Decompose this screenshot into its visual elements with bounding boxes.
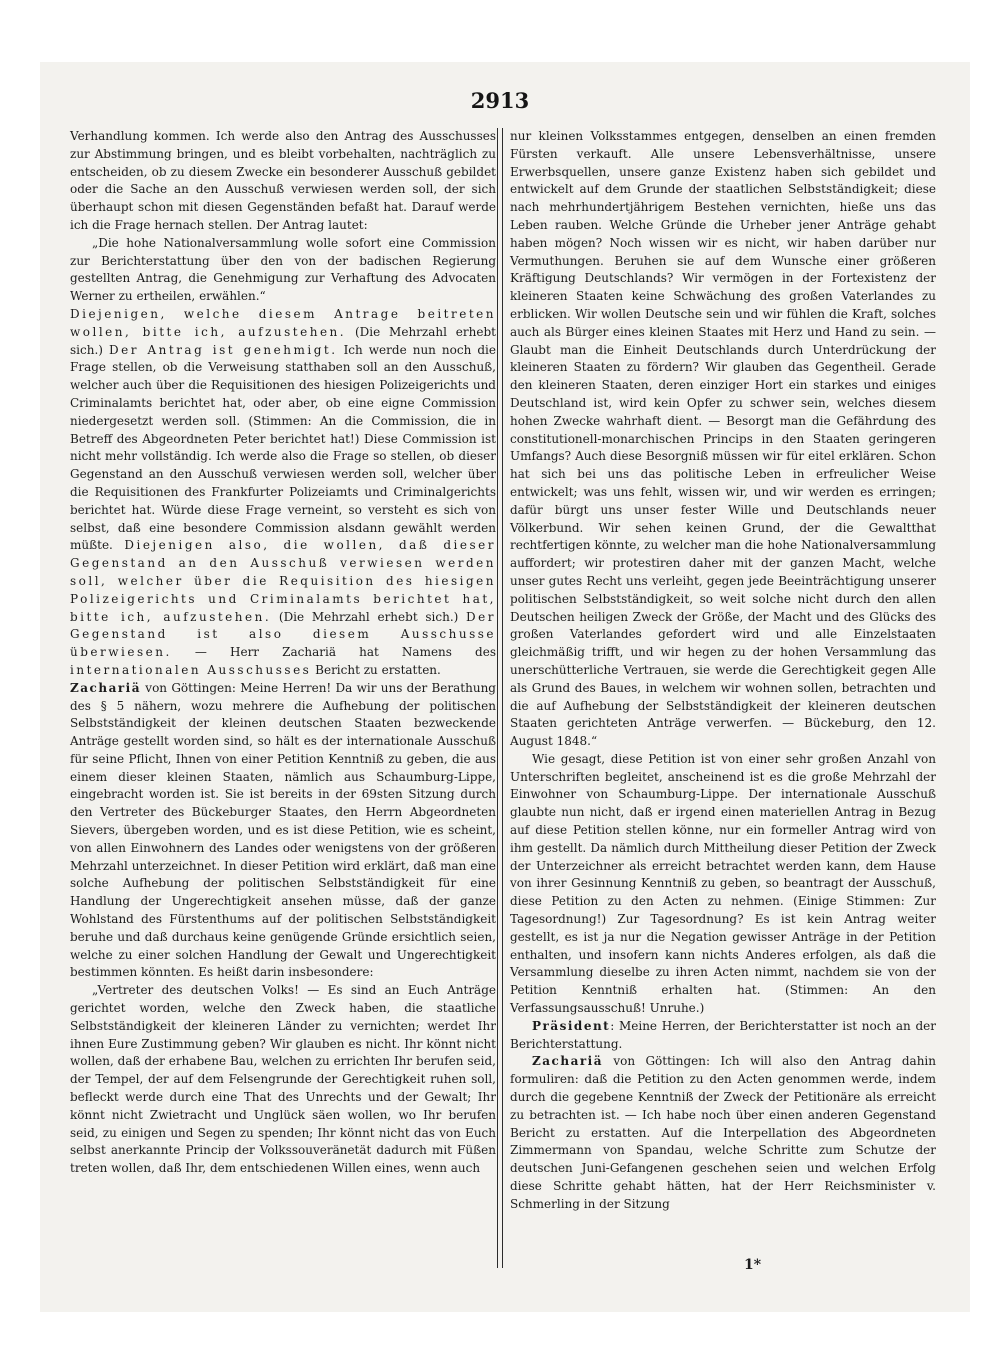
text: von Göttingen: Meine Herren! Da wir uns der Berathung des § 5 nähern, wozu mehrere die Aufhebung der politischen Selbstständigkeit der kleinen deutschen Staaten bezweckende Anträge gestellt worden sind, so hält es der internationale Ausschuß für seine Pflicht, Ihnen von einer Petition Kenntniß zu geben, die aus einem dieser kleinen Staaten, nämlich aus Schaumburg-Lippe, eingebracht worden ist. Sie ist bereits in der 69sten Sitzung durch den Vertreter des Bückeburger Staates, den Herrn Abgeordneten Sievers, übergeben worden, und es ist diese Petition, wie es scheint, von allen Einwohnern des Landes oder wenigstens von der größeren Mehrzahl unterzeichnet. In dieser Petition wird erklärt, daß man eine solche Aufhebung der politischen Selbstständigkeit für eine Handlung der Ungerechtigkeit ansehen müsse, daß der ganze Wohlstand des Fürstenthums auf der politischen Selbstständigkeit beruhe und daß durchaus keine genügende Gründe ersichtlich seien, welche zu einer solchen Handlung der Gewalt und Ungerechtigkeit bestimmen könnten. Es heißt darin insbesondere:: [70, 680, 496, 980]
paragraph: [510, 1018, 936, 1054]
paragraph: [70, 306, 496, 680]
spaced-text: internationalen Ausschusses: [70, 662, 312, 677]
left-column: [70, 128, 496, 1178]
spaced-text: Der Gegenstand ist also diesem Ausschusse überwiesen.: [70, 609, 497, 660]
text: (Die Mehrzahl erhebt sich.): [70, 324, 496, 357]
text: Bericht zu erstatten.: [311, 662, 441, 677]
text: (Die Mehrzahl erhebt sich.): [271, 609, 467, 624]
text: von Göttingen: Ich will also den Antrag dahin formuliren: daß die Petition zu den Acten genommen werde, indem durch die gegebene Kenntniß der Zweck der Petitionäre als erreicht zu betrachten ist. — Ich habe noch über einen anderen Gegenstand Bericht zu erstatten. Auf die Interpellation des Abgeordneten Zimmermann von Spandau, welche Schritte zum Schutze der deutschen Juni-Gefangenen geschehen seien und welchen Erfolg diese Schritte gehabt hätten, hat der Herr Reichsminister v. Schmerling in der Sitzung: [510, 1054, 936, 1211]
text: Ich werde nun noch die Frage stellen, ob die Verweisung statthaben soll an den Ausschuß, welcher auch über die Requisitionen des hiesigen Polizeigerichts und Criminalamts berichtet hat, oder aber, ob eine eigne Commission niedergesetzt werden soll. (Stimmen: An die Commission, die in Betreff des Abgeordneten Peter berichtet hat!) Diese Commission ist nicht mehr vollständig. Ich werde also die Frage so stellen, ob dieser Gegenstand an den Ausschuß verwiesen werden soll, welcher über die Requisitionen des Frankfurter Polizeiamts und Criminalgerichts berichtet hat. Würde diese Frage verneint, so versteht es sich von selbst, daß eine besondere Commission alsdann gewählt werden müßte.: [70, 342, 496, 553]
right-column: [510, 128, 936, 1214]
spaced-text: Der Antrag ist genehmigt.: [108, 342, 338, 357]
paragraph: Verhandlung kommen. Ich werde also den Antrag des Ausschusses zur Abstimmung bringen, und es bleibt vorbehalten, nachträglich zu entscheiden, ob zu diesem Zwecke ein besonderer Ausschuß gebildet oder die Sache an den Ausschuß verwiesen werden soll, der sich überhaupt schon mit diesen Gegenständen befaßt hat. Darauf werde ich die Frage hernach stellen. Der Antrag lautet:: [70, 129, 496, 232]
quoted-motion: „Die hohe Nationalversammlung wolle sofort eine Commission zur Berichterstattung über den von der badischen Regierung gestellten Antrag, die Genehmigung zur Verhaftung des Advocaten Werner zu ertheilen, erwählen.“: [70, 235, 496, 304]
spaced-text: Diejenigen also, die wollen, daß dieser Gegenstand an den Ausschuß verwiesen werden soll, welcher über die Requisition des hiesigen Polizeigerichts und Criminalamts berichtet hat, bitte ich, aufzustehen.: [70, 538, 496, 624]
paragraph: [70, 680, 496, 983]
quoted-petition: „Vertreter des deutschen Volks! — Es sind an Euch Anträge gerichtet worden, welche den Zweck haben, die staatliche Selbstständigkeit der kleineren Länder zu vernichten; werdet Ihr ihnen Eure Zustimmung geben? Wir glauben es nicht. Ihr könnt nicht wollen, daß der erhabene Bau, welchen zu errichten Ihr berufen seid, der Tempel, der auf dem Felsengrunde der Gerechtigkeit ruhen soll, befleckt werde durch eine That des Unrechts und der Gewalt; Ihr könnt nicht Zwietracht und Unglück säen wollen, wo Ihr berufen seid, zu einigen und Segen zu spenden; Ihr könnt nicht das von Euch selbst anerkannte Princip der Volkssouveränetät dadurch mit Füßen treten wollen, daß Ihr, dem entschiedenen Willen eines, wenn auch: [70, 983, 496, 1176]
text: : Meine Herren, der Berichterstatter ist noch an der Berichterstattung.: [510, 1018, 936, 1051]
paragraph: [510, 1053, 936, 1213]
paragraph: nur kleinen Volksstammes entgegen, denselben an einen fremden Fürsten verkauft. Alle unsere Lebensverhältnisse, unsere Erwerbsquellen, unsere ganze Existenz haben sich gebildet und entwickelt auf dem Grunde der staatlichen Selbstständigkeit; diese nach mehrhundertjährigem Bestehen vernichten, hieße uns das Leben rauben. Welche Gründe die Urheber jener Anträge gehabt haben mögen? Noch wissen wir es nicht, wir haben darüber nur Vermuthungen. Beruhen sie auf dem Wunsche einer größeren Kräftigung Deutschlands? Wir vermögen in der Fortexistenz der kleineren Staaten keine Schwächung des großen Vaterlandes zu erblicken. Wir wollen Deutsche sein und wir fühlen die Kraft, solches auch als Bürger eines kleinen Staates mit Herz und Hand zu sein. — Glaubt man die Einheit Deutschlands durch Unterdrückung der kleineren Staaten zu fördern? Wir glauben das Gegentheil. Gerade den kleineren Staaten, deren einziger Hort ein starkes und einiges Deutschland ist, wird kein Opfer zu schwer sein, welches diesem hohen Zwecke wahrhaft dient. — Besorgt man die Gefährdung des constitutionell-monarchischen Princips in den Staaten geringeren Umfangs? Auch diese Besorgniß müssen wir für eitel erklären. Schon hat sich bei uns das politische Leben in erfreulicher Weise entwickelt; was uns fehlt, wissen wir, und wir werden es erringen; dafür bürgt uns unser fester Wille und Deutschlands neuer Völkerbund. Wir sehen keinen Grund, der die Gewaltthat rechtfertigen könnte, zu welcher man die hohe Nationalversammlung auffordert; wir protestiren daher mit der ganzen Macht, welche unser gutes Recht uns verleiht, gegen jede Beeinträchtigung unserer politischen Selbstständigkeit, so weit solche nicht durch den allen Deutschen heiligen Zweck der Größe, der Macht und des Glücks des großen Vaterlandes gefordert wird und alle Einzelstaaten gleichmäßig trifft, und wir hegen zu der hohen Versammlung das unerschütterliche Vertrauen, sie werde die Gerechtigkeit gegen Alle als Grund des Baues, in welchem wir wohnen sollen, betrachten und die auf Aufhebung der Selbstständigkeit der kleineren deutschen Staaten gerichteten Anträge verwerfen. — Bückeburg, den 12. August 1848.“: [510, 129, 936, 749]
paragraph: Wie gesagt, diese Petition ist von einer sehr großen Anzahl von Unterschriften begleitet, anscheinend ist es die große Mehrzahl der Einwohner von Schaumburg-Lippe. Der internationale Ausschuß glaubte nun nicht, daß er irgend einen materiellen Antrag in Bezug auf diese Petition stellen könne, nur ein formeller Antrag wird von ihm gestellt. Da nämlich durch Mittheilung dieser Petition der Zweck der Unterzeichner als erreicht betrachtet werden kann, dem Hause von ihrer Gesinnung Kenntniß zu geben, so beantragt der Ausschuß, diese Petition zu den Acten zu nehmen. (Einige Stimmen: Zur Tagesordnung!) Zur Tagesordnung? Es ist kein Antrag weiter gestellt, es ist ja nur die Negation gewisser Anträge in der Petition enthalten, und insofern kann nichts Anderes erfolgen, als daß die Versammlung dieselbe zu ihren Acten nimmt, nachdem sie von der Petition Kenntniß erhalten hat. (Stimmen: An den Verfassungsausschuß! Unruhe.): [510, 751, 936, 1016]
speaker-name: Präsident: [532, 1018, 611, 1033]
signature-mark: 1*: [744, 1257, 762, 1273]
speaker-name: Zachariä: [70, 680, 141, 695]
page-number: 2913: [470, 88, 530, 113]
column-divider: [497, 128, 503, 1268]
spaced-text: Diejenigen, welche diesem Antrage beitreten wollen, bitte ich, aufzustehen.: [70, 306, 496, 339]
text: — Herr Zachariä hat Namens des: [171, 645, 496, 660]
speaker-name: Zachariä: [532, 1054, 603, 1069]
